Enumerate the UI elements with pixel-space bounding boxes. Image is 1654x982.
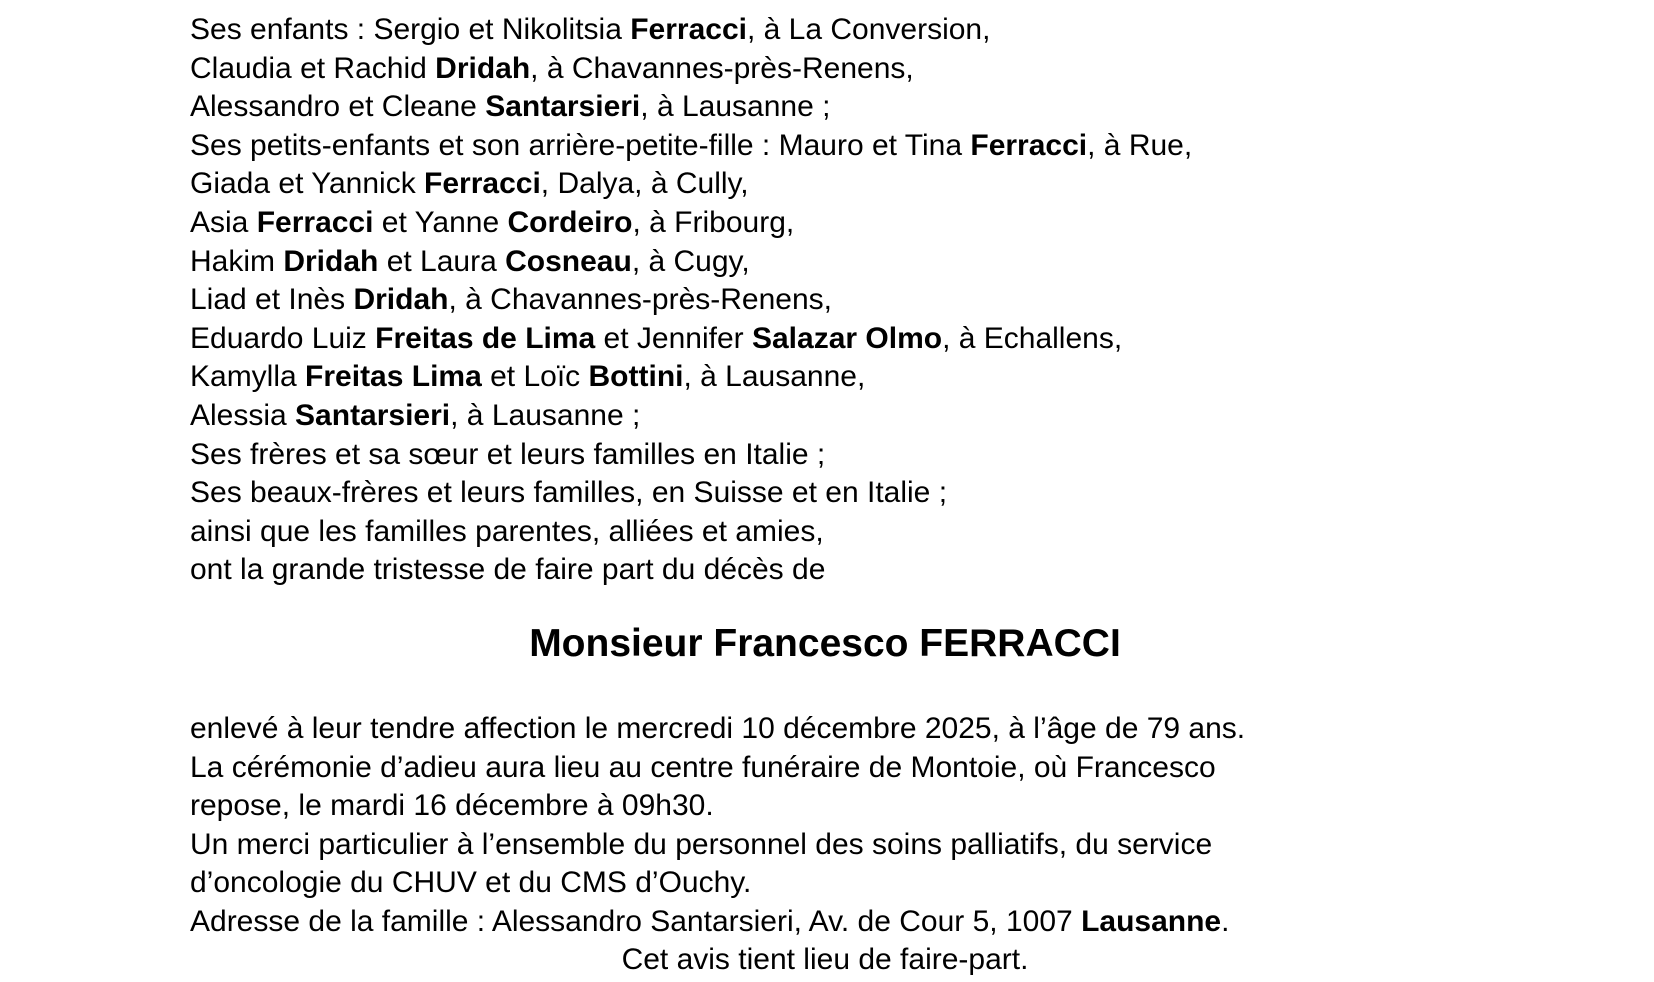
body-text: Alessandro et Cleane [190,90,486,124]
body-text: et Yanne [373,205,508,239]
notice-line [190,749,1460,788]
body-text: , Dalya, à Cully, [540,167,749,201]
body-text: Ses frères et sa sœur et leurs familles en Italie ; [190,437,826,471]
surname-bold-text: Freitas Lima [305,360,482,394]
body-text: , à Chavannes-près-Renens, [530,51,914,85]
body-text: Alessia [190,398,296,432]
surname-bold-text: Cosneau [505,244,632,278]
surname-bold-text: Salazar Olmo [751,321,943,355]
body-text: Ses beaux-frères et leurs familles, en Suisse et en Italie ; [190,476,948,510]
family-line [190,358,1460,397]
family-line [190,320,1460,359]
body-text: , à Rue, [1087,128,1193,162]
body-text: Liad et Inès [190,283,354,317]
body-text: , à Cugy, [631,244,750,278]
surname-bold-text: Santarsieri [485,90,641,124]
family-line [190,127,1460,166]
surname-bold-text: Bottini [588,360,684,394]
body-text: Un merci particulier à l’ensemble du personnel des soins palliatifs, du service [190,827,1213,861]
surname-bold-text: Lausanne [1081,904,1222,938]
body-text: , à La Conversion, [746,13,991,46]
notice-paragraph [190,710,1460,942]
family-line [190,474,1460,513]
surname-bold-text: Ferracci [256,205,374,239]
family-line [190,165,1460,204]
closing-line: Cet avis tient lieu de faire-part. [621,943,1029,977]
surname-bold-text: Ferracci [630,13,747,46]
notice-line [190,903,1460,942]
body-text: Eduardo Luiz [190,321,376,355]
body-text: Hakim [190,244,284,278]
body-text: Ses petits-enfants et son arrière-petite-fille : Mauro et Tina [190,128,971,162]
notice-line [190,864,1460,903]
body-text: , à Lausanne ; [450,398,641,432]
body-text: et Jennifer [595,321,752,355]
body-text: Asia [190,205,257,239]
surname-bold-text: Santarsieri [295,398,451,432]
body-text: , à Lausanne, [683,360,866,394]
body-text: et Loïc [481,360,589,394]
body-text: , à Lausanne ; [640,90,831,124]
body-text: d’oncologie du CHUV et du CMS d’Ouchy. [190,866,752,900]
body-text: repose, le mardi 16 décembre à 09h30. [190,789,714,823]
body-text: La cérémonie d’adieu aura lieu au centre funéraire de Montoie, où Francesco [190,750,1216,784]
body-text: ainsi que les familles parentes, alliées et amies, [190,514,824,548]
body-text: Giada et Yannick [190,167,425,201]
obituary-document [190,0,1460,980]
family-line [190,397,1460,436]
body-text: Claudia et Rachid [190,51,436,85]
notice-line [190,710,1460,749]
body-text: Kamylla [190,360,306,394]
notice-line [190,787,1460,826]
family-line [190,204,1460,243]
family-line [190,88,1460,127]
notice-line [190,826,1460,865]
body-text: Ses enfants : Sergio et Nikolitsia [190,13,631,46]
surname-bold-text: Dridah [435,51,531,85]
surname-bold-text: Cordeiro [507,205,633,239]
family-line [190,551,1460,590]
body-text: . [1221,904,1230,938]
family-line [190,11,1460,50]
body-text: Adresse de la famille : Alessandro Santarsieri, Av. de Cour 5, 1007 [190,904,1082,938]
surname-bold-text: Ferracci [970,128,1088,162]
surname-bold-text: Ferracci [424,167,541,201]
deceased-name-title: Monsieur Francesco FERRACCI [529,621,1121,665]
family-line [190,243,1460,282]
body-text: enlevé à leur tendre affection le mercredi 10 décembre 2025, à l’âge de 79 ans. [190,711,1246,745]
body-text: et Laura [378,244,506,278]
body-text: , à Chavannes-près-Renens, [448,283,833,317]
surname-bold-text: Dridah [353,283,449,317]
body-text: , à Fribourg, [632,205,795,239]
family-line [190,436,1460,475]
family-line [190,513,1460,552]
family-line [190,50,1460,89]
surname-bold-text: Freitas de Lima [375,321,596,355]
family-paragraph [190,11,1460,590]
family-line [190,281,1460,320]
body-text: ont la grande tristesse de faire part du décès de [190,553,826,587]
body-text: , à Echallens, [942,321,1123,355]
surname-bold-text: Dridah [283,244,379,278]
